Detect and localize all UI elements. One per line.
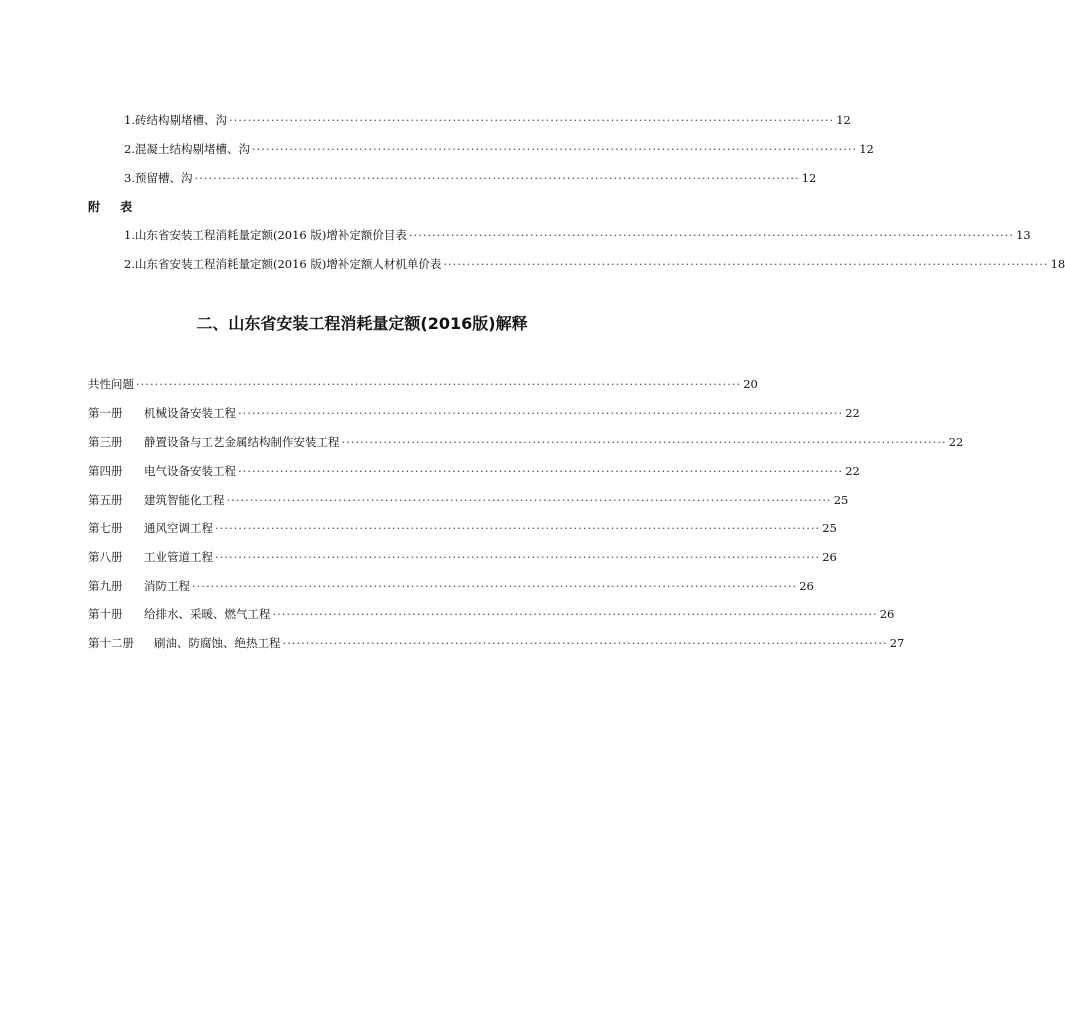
toc-entry[interactable] [88, 549, 837, 565]
dot-leader: ·································································································································· [215, 521, 821, 535]
toc-entry[interactable] [88, 376, 758, 392]
toc-entry-label: 1.砖结构剔堵槽、沟 [124, 113, 227, 127]
toc-entry-label: 2.混凝土结构剔堵槽、沟 [124, 142, 250, 156]
toc-entry[interactable] [124, 256, 1065, 272]
toc-entry[interactable] [124, 170, 817, 186]
toc-entry[interactable] [124, 112, 851, 128]
toc-page-number: 22 [845, 464, 860, 478]
toc-entry[interactable] [88, 492, 849, 508]
dot-leader: ·································································································································· [282, 636, 888, 650]
toc-entry-label: 共性问题 [88, 377, 134, 391]
dot-leader: ·································································································································· [228, 113, 835, 127]
toc-entry[interactable] [88, 606, 895, 622]
toc-page-number: 26 [799, 579, 814, 593]
toc-entry[interactable] [88, 635, 905, 651]
dot-leader: ·································································································································· [238, 464, 844, 478]
volume-title: 给排水、采暖、燃气工程 [144, 607, 271, 621]
volume-title: 通风空调工程 [144, 521, 213, 535]
toc-entry[interactable] [88, 578, 814, 594]
toc-entry[interactable] [88, 434, 964, 450]
volume-label: 第十册 [88, 607, 123, 621]
volume-label: 第九册 [88, 579, 123, 593]
volume-label: 第一册 [88, 406, 123, 420]
volume-label: 第五册 [88, 493, 123, 507]
volume-label: 第三册 [88, 435, 123, 449]
toc-page-number: 12 [836, 113, 851, 127]
volume-label: 第七册 [88, 521, 123, 535]
volume-title: 刷油、防腐蚀、绝热工程 [154, 636, 281, 650]
dot-leader: ·································································································································· [136, 377, 742, 391]
section-heading: 二、山东省安装工程消耗量定额(2016版)解释 [196, 314, 528, 333]
volume-title: 电气设备安装工程 [144, 464, 236, 478]
toc-page-number: 26 [822, 550, 837, 564]
dot-leader: ·································································································································· [443, 257, 1049, 271]
toc-entry[interactable] [88, 405, 860, 421]
volume-label: 第四册 [88, 464, 123, 478]
dot-leader: ·································································································································· [215, 550, 821, 564]
volume-label: 第八册 [88, 550, 123, 564]
dot-leader: ·································································································································· [408, 228, 1015, 242]
toc-page-number: 27 [889, 636, 905, 650]
toc-page-number: 20 [743, 377, 758, 391]
dot-leader: ·································································································································· [272, 607, 878, 621]
dot-leader: ·································································································································· [238, 406, 844, 420]
toc-entry[interactable] [88, 463, 860, 479]
toc-entry[interactable] [124, 141, 874, 157]
toc-page-number: 13 [1016, 228, 1031, 242]
volume-title: 消防工程 [144, 579, 190, 593]
toc-page-number: 12 [801, 171, 817, 185]
toc-page-number: 25 [833, 493, 849, 507]
dot-leader: ·································································································································· [192, 579, 798, 593]
volume-label: 第十二册 [88, 636, 134, 650]
toc-entry-label: 3.预留槽、沟 [124, 171, 193, 185]
toc-page-number: 18 [1050, 257, 1065, 271]
toc-entry[interactable] [88, 520, 837, 536]
dot-leader: ·································································································································· [341, 435, 947, 449]
toc-page-number: 26 [879, 607, 895, 621]
volume-title: 静置设备与工艺金属结构制作安装工程 [144, 435, 340, 449]
dot-leader: ·································································································································· [194, 171, 800, 185]
toc-page-number: 12 [859, 142, 874, 156]
appendix-heading: 附 表 [88, 200, 141, 214]
toc-entry-label: 1.山东省安装工程消耗量定额(2016 版)增补定额价目表 [124, 228, 407, 242]
dot-leader: ·································································································································· [226, 493, 832, 507]
toc-page-number: 22 [948, 435, 964, 449]
volume-title: 建筑智能化工程 [144, 493, 225, 507]
dot-leader: ·································································································································· [251, 142, 858, 156]
toc-page-number: 22 [845, 406, 860, 420]
toc-page-number: 25 [822, 521, 837, 535]
toc-entry[interactable] [124, 227, 1031, 243]
volume-title: 工业管道工程 [144, 550, 213, 564]
toc-entry-label: 2.山东省安装工程消耗量定额(2016 版)增补定额人材机单价表 [124, 257, 442, 271]
volume-title: 机械设备安装工程 [144, 406, 236, 420]
